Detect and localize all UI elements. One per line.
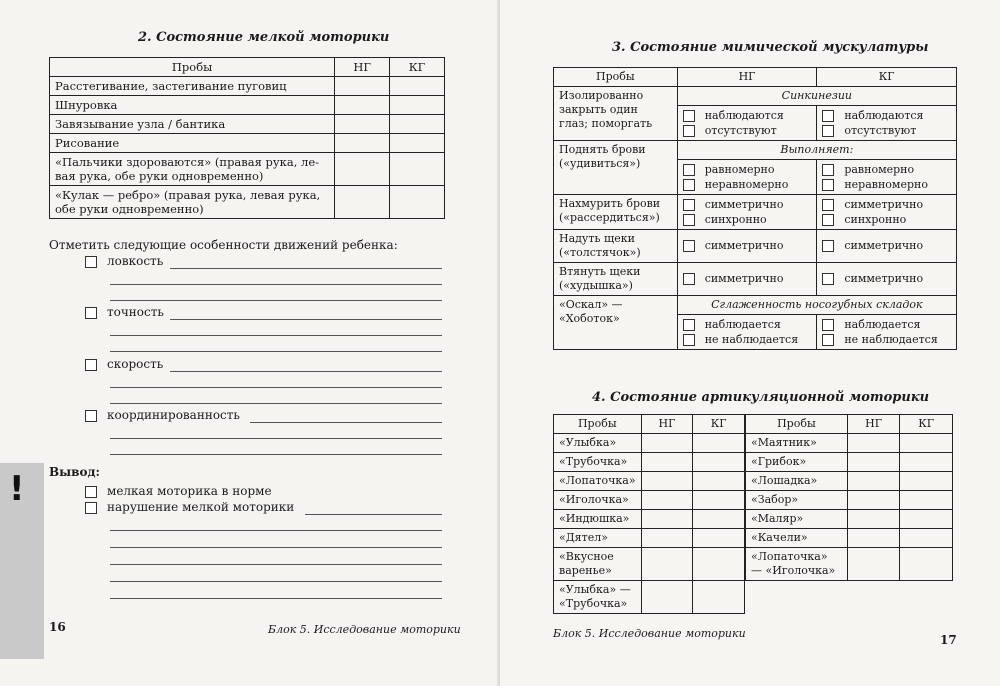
- option-label: не наблюдается: [704, 332, 799, 346]
- kg-cell[interactable]: [390, 134, 445, 153]
- accuracy-checkbox[interactable]: [85, 307, 97, 319]
- answer-line[interactable]: [110, 454, 442, 455]
- conclusion-option-label: нарушение мелкой моторики: [107, 500, 295, 514]
- ng-cell: [677, 230, 817, 263]
- option-label: наблюдается: [844, 317, 921, 331]
- kg-cell[interactable]: [693, 491, 745, 510]
- col-header-ng: НГ: [335, 58, 390, 77]
- kg-cell: [817, 315, 957, 350]
- option-label: равномерно: [844, 162, 915, 176]
- kg-cell: [817, 230, 957, 263]
- speed-checkbox[interactable]: [85, 359, 97, 371]
- table-row: [50, 115, 445, 134]
- col-header-kg: КГ: [693, 415, 745, 434]
- feature-label: скорость: [107, 357, 164, 371]
- articulation-table-left: [553, 414, 745, 614]
- probe-line: Изолированно: [559, 89, 644, 102]
- option-label: симметрично: [844, 239, 924, 252]
- option-label: синхронно: [844, 212, 907, 226]
- table-row: [554, 548, 745, 581]
- ng-cell[interactable]: [335, 153, 390, 186]
- ng-cell[interactable]: [641, 510, 693, 529]
- option-label: симметрично: [844, 197, 924, 211]
- col-header-probes: Пробы: [554, 415, 642, 434]
- table-row: [554, 296, 957, 315]
- checkbox[interactable]: [822, 199, 834, 211]
- kg-cell[interactable]: [693, 510, 745, 529]
- section-title-fine-motor: 2. Состояние мелкой моторики: [138, 30, 390, 45]
- conclusion-label: Вывод:: [49, 465, 100, 479]
- probe-cell: Рисование: [50, 134, 335, 153]
- probe-cell: «Забор»: [746, 491, 848, 510]
- probe-cell: [554, 141, 678, 195]
- probe-line: вая рука, обе руки одновременно): [55, 169, 264, 183]
- kg-cell[interactable]: [900, 510, 953, 529]
- checkbox[interactable]: [683, 319, 695, 331]
- kg-cell[interactable]: [390, 115, 445, 134]
- exclamation-icon: !: [9, 469, 25, 509]
- checkbox[interactable]: [822, 273, 834, 285]
- probe-cell: «Лошадка»: [746, 472, 848, 491]
- probe-cell: «Улыбка»: [554, 434, 642, 453]
- probe-cell: [554, 87, 678, 141]
- table-row: [746, 434, 953, 453]
- answer-line[interactable]: [110, 403, 442, 404]
- probe-line: закрыть один: [559, 103, 638, 116]
- probe-cell: [554, 263, 678, 296]
- checkbox[interactable]: [683, 334, 695, 346]
- answer-line[interactable]: [170, 319, 442, 320]
- kg-cell[interactable]: [390, 96, 445, 115]
- kg-cell: [817, 106, 957, 141]
- table-row: [554, 581, 745, 614]
- col-header-kg: КГ: [900, 415, 953, 434]
- kg-cell[interactable]: [693, 581, 745, 614]
- conclusion-option-label: мелкая моторика в норме: [107, 484, 272, 498]
- col-header-probes: Пробы: [554, 68, 678, 87]
- table-row: [746, 472, 953, 491]
- conclusion-impaired: [85, 500, 294, 514]
- option-label: симметрично: [704, 239, 784, 252]
- table-row: [554, 453, 745, 472]
- table-row: [554, 87, 957, 106]
- probe-cell: [554, 296, 678, 350]
- checkbox[interactable]: [822, 125, 834, 137]
- right-page: [500, 0, 1000, 686]
- answer-line[interactable]: [110, 581, 442, 582]
- table-row: [50, 134, 445, 153]
- feature-coordination: [85, 408, 240, 422]
- probe-cell: «Вкусное варенье»: [554, 548, 642, 581]
- ng-cell[interactable]: [641, 548, 693, 581]
- col-header-kg: КГ: [817, 68, 957, 87]
- table-row: [50, 77, 445, 96]
- checkbox[interactable]: [822, 110, 834, 122]
- answer-line[interactable]: [110, 547, 442, 548]
- kg-cell[interactable]: [390, 153, 445, 186]
- kg-cell[interactable]: [900, 453, 953, 472]
- table-row: [746, 510, 953, 529]
- checkbox[interactable]: [822, 179, 834, 191]
- probe-line: («толстячок»): [559, 246, 641, 259]
- subheader-nasolabial: Сглаженность носогубных складок: [677, 296, 956, 315]
- col-header-kg: КГ: [390, 58, 445, 77]
- ng-cell: [677, 263, 817, 296]
- option-label: отсутствуют: [704, 123, 777, 137]
- option-label: равномерно: [704, 162, 775, 176]
- probe-cell: «Маятник»: [746, 434, 848, 453]
- ng-cell: [677, 195, 817, 230]
- probe-line: («худышка»): [559, 279, 633, 292]
- answer-line[interactable]: [110, 300, 442, 301]
- table-row: [746, 453, 953, 472]
- answer-line[interactable]: [170, 268, 442, 269]
- option-label: симметрично: [844, 272, 924, 285]
- probe-cell: [50, 186, 335, 219]
- checkbox[interactable]: [683, 214, 695, 226]
- answer-line[interactable]: [110, 335, 442, 336]
- subheader-synkinesis: Синкинезии: [677, 87, 956, 106]
- ng-cell[interactable]: [847, 529, 900, 548]
- answer-line[interactable]: [250, 422, 442, 423]
- answer-line[interactable]: [110, 564, 442, 565]
- ng-cell[interactable]: [641, 581, 693, 614]
- ng-cell[interactable]: [641, 434, 693, 453]
- feature-speed: [85, 357, 163, 371]
- table-row: [554, 491, 745, 510]
- probe-cell: «Качели»: [746, 529, 848, 548]
- ng-cell[interactable]: [847, 491, 900, 510]
- kg-cell[interactable]: [693, 529, 745, 548]
- probe-cell: «Лопаточка»: [554, 472, 642, 491]
- coordination-checkbox[interactable]: [85, 410, 97, 422]
- option-label: отсутствуют: [844, 123, 917, 137]
- option-label: симметрично: [704, 272, 784, 285]
- probe-line: Надуть щеки: [559, 232, 635, 245]
- page-number-left: 16: [49, 620, 66, 634]
- kg-cell[interactable]: [900, 472, 953, 491]
- checkbox[interactable]: [683, 199, 695, 211]
- probe-line: глаз; поморгать: [559, 117, 653, 130]
- col-header-probes: Пробы: [746, 415, 848, 434]
- probe-cell: «Маляр»: [746, 510, 848, 529]
- table-row: [554, 434, 745, 453]
- checkbox[interactable]: [822, 334, 834, 346]
- impaired-checkbox[interactable]: [85, 502, 97, 514]
- feature-dexterity: [85, 254, 163, 268]
- ng-cell[interactable]: [847, 510, 900, 529]
- table-row: [554, 510, 745, 529]
- ng-cell[interactable]: [847, 472, 900, 491]
- ng-cell[interactable]: [335, 77, 390, 96]
- answer-line[interactable]: [110, 530, 442, 531]
- probe-line: Нахмурить брови: [559, 197, 661, 210]
- probe-cell: Расстегивание, застегивание пуговиц: [50, 77, 335, 96]
- table-row: [50, 186, 445, 219]
- probe-cell: [554, 195, 678, 230]
- articulation-left-body: [554, 434, 745, 614]
- table-row: [554, 263, 957, 296]
- col-header-probes: Пробы: [50, 58, 335, 77]
- feature-label: координированность: [107, 408, 240, 422]
- option-label: неравномерно: [704, 177, 789, 191]
- col-header-ng: НГ: [847, 415, 900, 434]
- probe-cell: «Трубочка»: [554, 453, 642, 472]
- probe-line: обе руки одновременно): [55, 202, 204, 216]
- probe-cell: «Улыбка» — «Трубочка»: [554, 581, 642, 614]
- kg-cell[interactable]: [390, 77, 445, 96]
- checkbox[interactable]: [683, 179, 695, 191]
- section-title-mimic: 3. Состояние мимической мускулатуры: [612, 40, 929, 55]
- checkbox[interactable]: [822, 240, 834, 252]
- probe-line: («удивиться»): [559, 157, 641, 170]
- table-row: [746, 548, 953, 581]
- answer-line[interactable]: [110, 387, 442, 388]
- probe-cell: [50, 153, 335, 186]
- ng-cell[interactable]: [335, 96, 390, 115]
- answer-line[interactable]: [170, 371, 442, 372]
- option-label: наблюдается: [704, 317, 781, 331]
- answer-line[interactable]: [110, 351, 442, 352]
- option-label: наблюдаются: [704, 108, 784, 122]
- articulation-right-body: [746, 434, 953, 581]
- probe-cell: Шнуровка: [50, 96, 335, 115]
- dexterity-checkbox[interactable]: [85, 256, 97, 268]
- kg-cell[interactable]: [693, 548, 745, 581]
- option-label: симметрично: [704, 197, 784, 211]
- ng-cell: [677, 315, 817, 350]
- feature-label: точность: [107, 305, 164, 319]
- checkbox[interactable]: [683, 273, 695, 285]
- conclusion-normal: [85, 484, 272, 498]
- kg-cell: [817, 263, 957, 296]
- feature-accuracy: [85, 305, 164, 319]
- probe-line: («рассердиться»): [559, 211, 660, 224]
- normal-checkbox[interactable]: [85, 486, 97, 498]
- answer-line[interactable]: [110, 284, 442, 285]
- footer-right: Блок 5. Исследование моторики: [553, 627, 746, 640]
- ng-cell[interactable]: [847, 548, 900, 581]
- probe-line: «Оскал» —: [559, 298, 623, 311]
- table-row: [554, 529, 745, 548]
- ng-cell: [677, 160, 817, 195]
- feature-label: ловкость: [107, 254, 164, 268]
- probe-cell: [554, 230, 678, 263]
- mimic-table: [553, 67, 957, 350]
- checkbox[interactable]: [683, 125, 695, 137]
- ng-cell: [677, 106, 817, 141]
- kg-cell[interactable]: [693, 472, 745, 491]
- kg-cell: [817, 195, 957, 230]
- answer-line[interactable]: [110, 438, 442, 439]
- ng-cell[interactable]: [847, 434, 900, 453]
- checkbox[interactable]: [822, 164, 834, 176]
- probe-line: Поднять брови: [559, 143, 646, 156]
- kg-cell[interactable]: [900, 491, 953, 510]
- subheader-performs: Выполняет:: [677, 141, 956, 160]
- footer-left: Блок 5. Исследование моторики: [268, 623, 461, 636]
- table-row: [746, 491, 953, 510]
- ng-cell[interactable]: [847, 453, 900, 472]
- table-row: [50, 96, 445, 115]
- col-header-ng: НГ: [641, 415, 693, 434]
- kg-cell[interactable]: [900, 434, 953, 453]
- kg-cell[interactable]: [390, 186, 445, 219]
- checkbox[interactable]: [683, 110, 695, 122]
- probe-cell: Завязывание узла / бантика: [50, 115, 335, 134]
- probe-line: «Пальчики здороваются» (правая рука, ле-: [55, 155, 320, 169]
- kg-cell[interactable]: [693, 434, 745, 453]
- option-label: не наблюдается: [844, 332, 938, 346]
- answer-line[interactable]: [305, 514, 442, 515]
- checkbox[interactable]: [683, 164, 695, 176]
- page-number-right: 17: [940, 633, 957, 647]
- ng-cell[interactable]: [641, 491, 693, 510]
- table-row: [50, 153, 445, 186]
- probe-cell: «Лопаточка» — «Иголочка»: [746, 548, 848, 581]
- probe-cell: «Грибок»: [746, 453, 848, 472]
- ng-cell[interactable]: [641, 472, 693, 491]
- ng-cell[interactable]: [641, 453, 693, 472]
- fine-motor-table: [49, 57, 445, 219]
- answer-line[interactable]: [110, 598, 442, 599]
- section-title-articulation: 4. Состояние артикуляционной моторики: [592, 390, 930, 405]
- checkbox[interactable]: [822, 214, 834, 226]
- probe-line: «Кулак — ребро» (правая рука, левая рука,: [55, 188, 321, 202]
- checkbox[interactable]: [683, 240, 695, 252]
- kg-cell[interactable]: [900, 529, 953, 548]
- col-header-ng: НГ: [677, 68, 817, 87]
- probe-cell: «Индюшка»: [554, 510, 642, 529]
- kg-cell[interactable]: [693, 453, 745, 472]
- ng-cell[interactable]: [335, 186, 390, 219]
- option-label: наблюдаются: [844, 108, 924, 122]
- ng-cell[interactable]: [335, 115, 390, 134]
- probe-line: Втянуть щеки: [559, 265, 641, 278]
- option-label: неравномерно: [844, 177, 928, 191]
- ng-cell[interactable]: [335, 134, 390, 153]
- alert-tab: [0, 463, 44, 659]
- table-row: [746, 529, 953, 548]
- ng-cell[interactable]: [641, 529, 693, 548]
- kg-cell[interactable]: [900, 548, 953, 581]
- kg-cell: [817, 160, 957, 195]
- articulation-table-right: [745, 414, 953, 581]
- table-row: [554, 141, 957, 160]
- probe-cell: «Иголочка»: [554, 491, 642, 510]
- probe-line: «Хоботок»: [559, 312, 620, 325]
- features-prompt: Отметить следующие особенности движений ребенка:: [49, 238, 398, 252]
- option-label: синхронно: [704, 212, 767, 226]
- table-row: [554, 195, 957, 230]
- table-row: [554, 230, 957, 263]
- table-row: [554, 472, 745, 491]
- checkbox[interactable]: [822, 319, 834, 331]
- probe-cell: «Дятел»: [554, 529, 642, 548]
